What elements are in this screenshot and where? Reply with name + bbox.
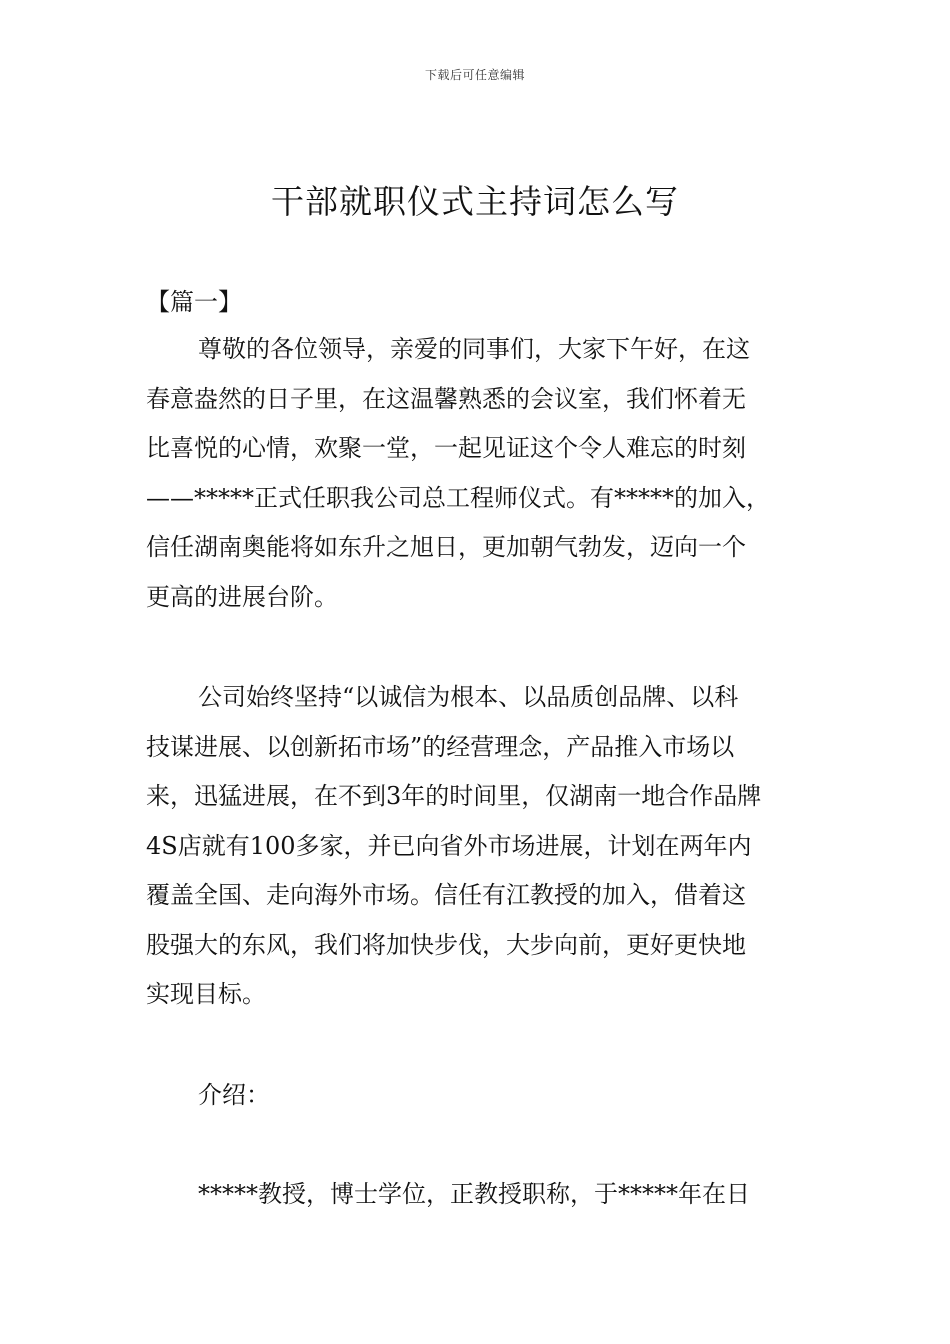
paragraph-line: 实现目标。 xyxy=(146,980,266,1008)
paragraph-line: 股强大的东风，我们将加快步伐，大步向前，更好更快地 xyxy=(146,930,746,959)
paragraph-line: 尊敬的各位领导，亲爱的同事们，大家下午好，在这 xyxy=(198,335,750,363)
paragraph-line: 更高的进展台阶。 xyxy=(146,582,338,611)
paragraph-line: 春意盎然的日子里，在这温馨熟悉的会议室，我们怀着无 xyxy=(146,384,746,413)
paragraph-opening xyxy=(146,325,826,622)
paragraph-line: *****教授，博士学位，正教授职称，于*****年在日 xyxy=(198,1180,750,1208)
paragraph-line: 4S店就有100多家，并已向省外市场进展，计划在两年内 xyxy=(146,831,752,860)
paragraph-introduction-label xyxy=(146,1071,826,1121)
paragraph-line: 覆盖全国、走向海外市场。信任有江教授的加入，借着这 xyxy=(146,881,746,909)
paragraph-line: ——*****正式任职我公司总工程师仪式。有*****的加入， xyxy=(146,483,770,512)
paragraph-profile xyxy=(146,1170,826,1220)
page-header-note: 下载后可任意编辑 xyxy=(424,68,525,82)
paragraph-line: 来，迅猛进展，在不到3年的时间里，仅湖南一地合作品牌 xyxy=(146,782,762,810)
paragraph-company xyxy=(146,673,826,1020)
paragraph-line: 公司始终坚持“以诚信为根本、以品质创品牌、以科 xyxy=(198,683,739,711)
paragraph-line: 信任湖南奥能将如东升之旭日，更加朝气勃发，迈向一个 xyxy=(146,533,746,561)
section-label: 【篇一】 xyxy=(146,288,242,316)
paragraph-line: 介绍： xyxy=(198,1081,270,1109)
document-title: 干部就职仪式主持词怎么写 xyxy=(271,182,679,221)
paragraph-line: 比喜悦的心情，欢聚一堂，一起见证这个令人难忘的时刻 xyxy=(146,434,746,462)
paragraph-line: 技谋进展、以创新拓市场”的经营理念，产品推入市场以 xyxy=(146,732,735,761)
